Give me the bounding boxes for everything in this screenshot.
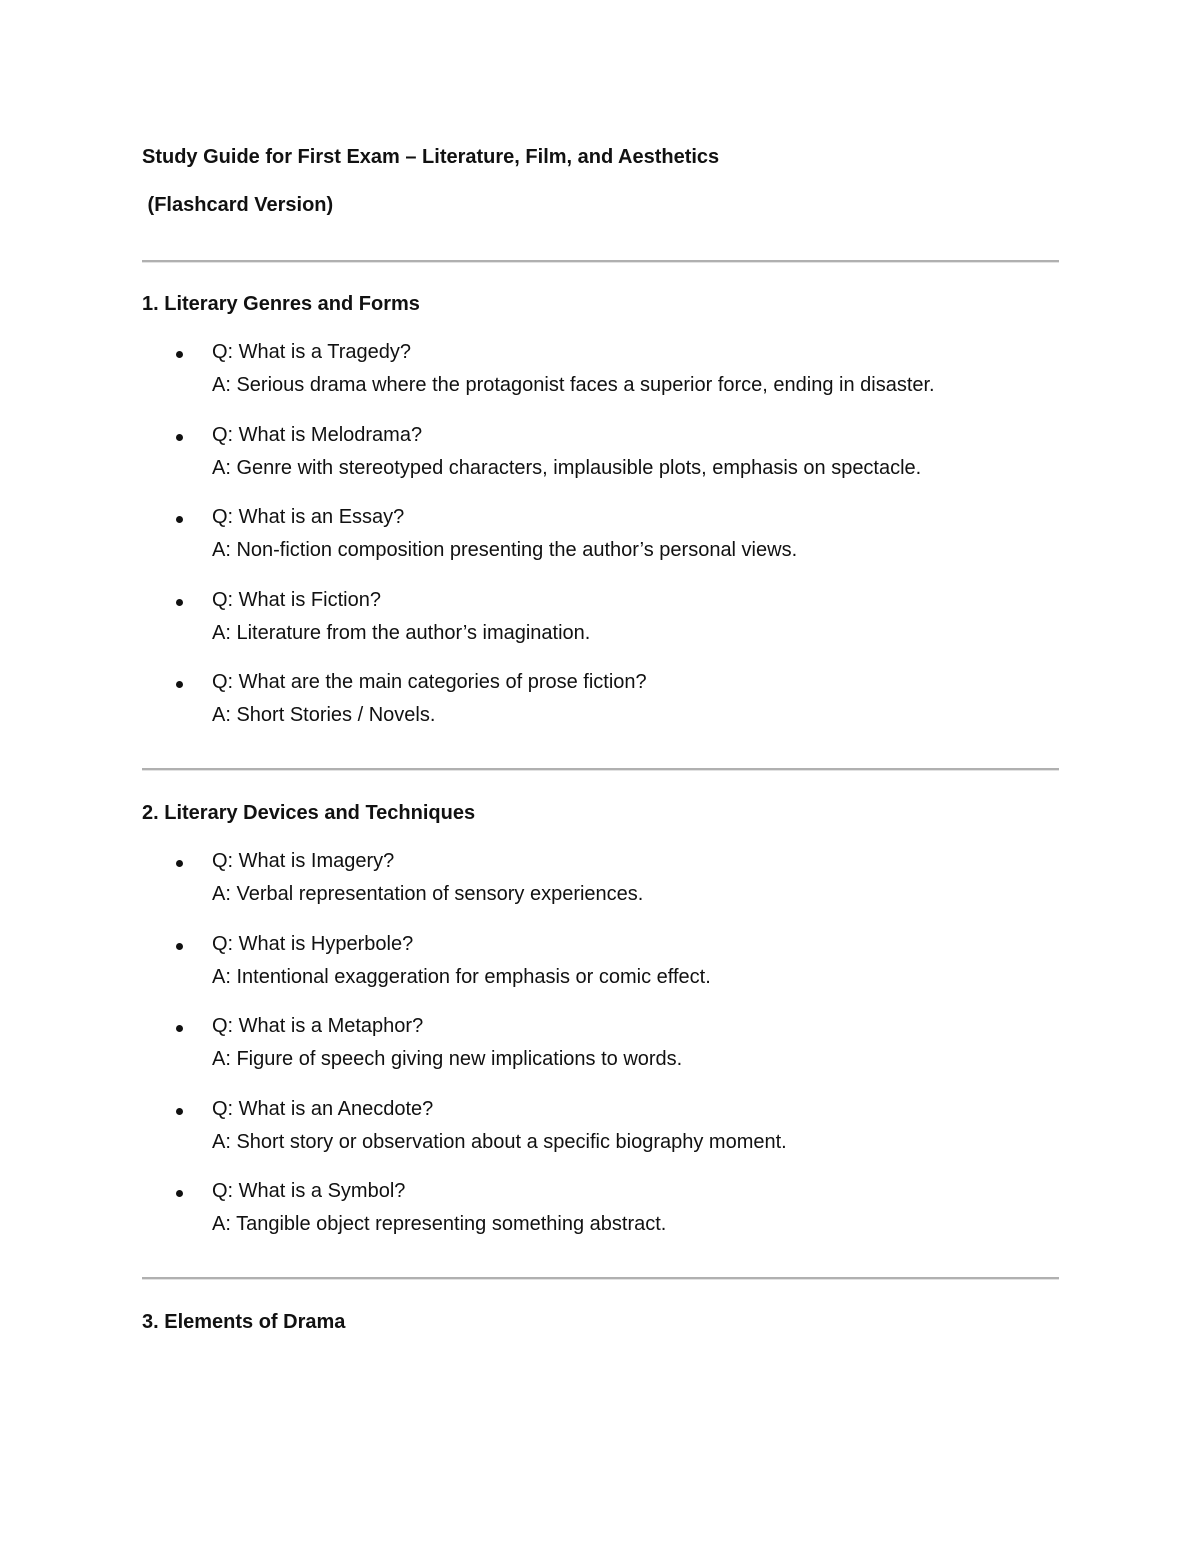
flashcard-question: Q: What is Melodrama? bbox=[212, 423, 423, 446]
bullet-icon bbox=[176, 516, 183, 523]
flashcard-answer: A: Intentional exaggeration for emphasis or comic effect. bbox=[212, 965, 711, 988]
flashcard-question: Q: What is Hyperbole? bbox=[212, 932, 414, 955]
flashcard-question: Q: What are the main categories of prose fiction? bbox=[212, 671, 647, 693]
flashcard-answer: A: Verbal representation of sensory experiences. bbox=[212, 883, 644, 905]
flashcard-question: Q: What is a Metaphor? bbox=[212, 1015, 424, 1037]
flashcard-question: Q: What is a Symbol? bbox=[212, 1180, 406, 1202]
flashcard-item bbox=[142, 669, 1059, 752]
horizontal-divider bbox=[142, 768, 1059, 771]
horizontal-divider bbox=[142, 1277, 1059, 1280]
flashcard-item bbox=[142, 848, 1059, 931]
bullet-icon bbox=[176, 351, 183, 358]
flashcard-item bbox=[142, 504, 1059, 587]
flashcard-answer: A: Serious drama where the protagonist faces a superior force, ending in disaster. bbox=[212, 374, 935, 396]
flashcard-answer: A: Short story or observation about a specific biography moment. bbox=[212, 1130, 787, 1153]
bullet-icon bbox=[176, 434, 183, 441]
flashcard-answer: A: Tangible object representing something abstract. bbox=[212, 1213, 667, 1235]
flashcard-question: Q: What is an Anecdote? bbox=[212, 1097, 434, 1120]
flashcard-answer: A: Short Stories / Novels. bbox=[212, 704, 436, 726]
flashcard-item bbox=[142, 587, 1059, 670]
flashcard-item bbox=[142, 1013, 1059, 1096]
bullet-icon bbox=[176, 1190, 183, 1197]
document-title: Study Guide for First Exam – Literature, Film, and Aesthetics bbox=[142, 146, 720, 168]
bullet-icon bbox=[176, 681, 183, 688]
section-heading-literary-devices: 2. Literary Devices and Techniques bbox=[142, 802, 476, 824]
flashcard-item bbox=[142, 422, 1059, 505]
flashcard-question: Q: What is Imagery? bbox=[212, 850, 395, 872]
bullet-icon bbox=[176, 943, 183, 950]
flashcard-item bbox=[142, 1096, 1059, 1179]
flashcard-item bbox=[142, 931, 1059, 1014]
document-subtitle: (Flashcard Version) bbox=[142, 194, 334, 216]
flashcard-item bbox=[142, 1178, 1059, 1261]
flashcard-answer: A: Literature from the author’s imagination. bbox=[212, 621, 591, 644]
flashcard-answer: A: Figure of speech giving new implications to words. bbox=[212, 1048, 683, 1070]
flashcard-item bbox=[142, 339, 1059, 422]
bullet-icon bbox=[176, 1025, 183, 1032]
flashcard-answer: A: Genre with stereotyped characters, implausible plots, emphasis on spectacle. bbox=[212, 456, 922, 479]
section-heading-literary-genres: 1. Literary Genres and Forms bbox=[142, 293, 420, 315]
flashcard-answer: A: Non-fiction composition presenting the author’s personal views. bbox=[212, 539, 798, 561]
bullet-icon bbox=[176, 599, 183, 606]
horizontal-divider bbox=[142, 260, 1059, 263]
flashcard-list-genres bbox=[142, 339, 1059, 752]
flashcard-question: Q: What is an Essay? bbox=[212, 506, 405, 528]
flashcard-question: Q: What is Fiction? bbox=[212, 588, 381, 611]
bullet-icon bbox=[176, 860, 183, 867]
section-heading-elements-of-drama: 3. Elements of Drama bbox=[142, 1311, 346, 1333]
bullet-icon bbox=[176, 1108, 183, 1115]
flashcard-question: Q: What is a Tragedy? bbox=[212, 341, 411, 363]
flashcard-list-devices bbox=[142, 848, 1059, 1261]
